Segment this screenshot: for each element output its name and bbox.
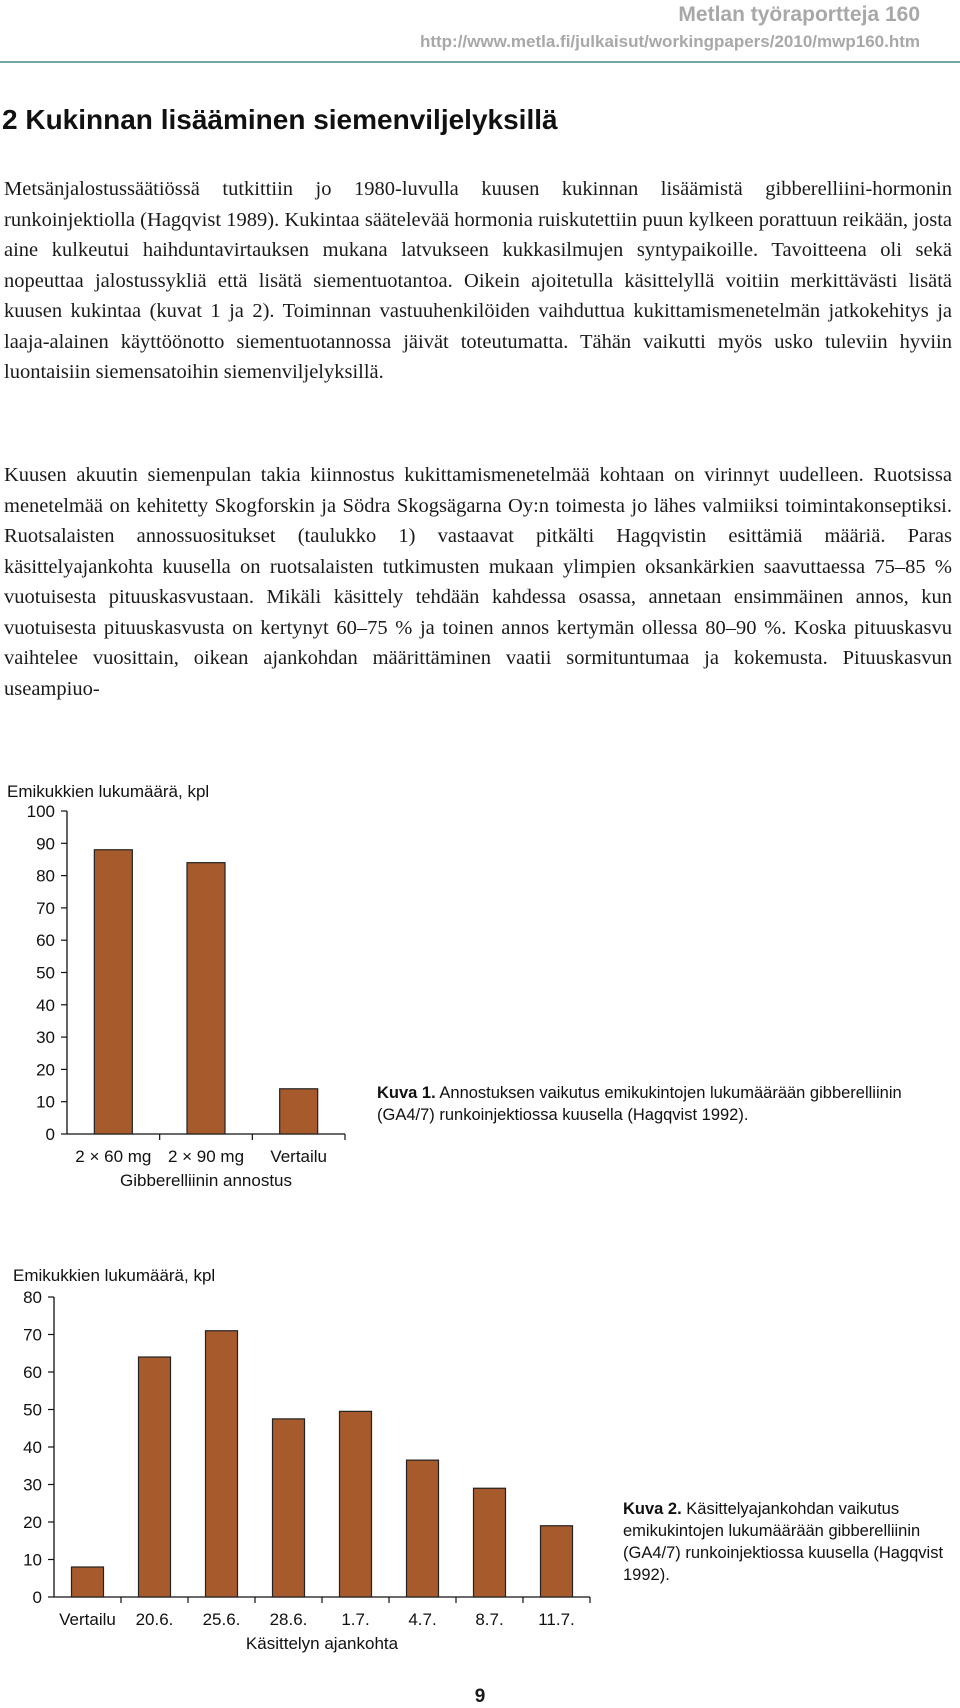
bar [541,1526,573,1597]
y-tick-label: 20 [23,1513,42,1532]
chart-ylabel: Emikukkien lukumäärä, kpl [13,1266,216,1285]
x-tick-label: 8.7. [475,1610,504,1629]
y-tick-label: 0 [32,1588,42,1607]
y-tick-label: 40 [36,995,55,1015]
caption-text: Käsittelyajankohdan vaikutus emikukintojen lukumäärään gibberelliinin (GA4/7) runkoinjektiossa kuusella (Hagqvist 1992). [623,1500,944,1584]
x-tick-label: Vertailu [59,1610,116,1629]
y-tick-label: 60 [23,1363,42,1382]
y-tick-label: 50 [36,963,55,983]
y-tick-label: 20 [36,1060,55,1080]
bar [273,1419,305,1597]
y-tick-label: 100 [26,802,55,821]
y-tick-label: 80 [23,1288,42,1307]
x-tick-label: 11.7. [538,1610,575,1629]
chart-xlabel: Gibberelliinin annostus [120,1171,292,1190]
section-title: 2 Kukinnan lisääminen siemenviljelyksillä [2,104,558,135]
caption-label: Kuva 1. [377,1084,436,1102]
x-tick-label: 20.6. [135,1610,174,1629]
y-tick-label: 70 [36,898,55,918]
series-title: Metlan työraportteja 160 [678,3,920,26]
bar [187,863,225,1134]
x-tick-label: 2 × 90 mg [167,1147,245,1166]
bar [340,1411,372,1597]
x-tick-label: 28.6. [269,1610,308,1629]
x-tick-label: 2 × 60 mg [75,1147,152,1166]
header-url[interactable]: http://www.metla.fi/julkaisut/workingpapers/2010/mwp160.htm [419,32,920,51]
y-tick-label: 10 [36,1092,55,1112]
bar [280,1089,318,1134]
y-tick-label: 50 [23,1400,42,1420]
y-tick-label: 30 [23,1475,42,1495]
x-tick-label: Vertailu [270,1147,328,1166]
caption-label: Kuva 2. [623,1500,682,1518]
y-tick-label: 80 [36,866,55,886]
header-rule [0,61,960,63]
running-header [420,0,920,54]
y-tick-label: 70 [23,1325,42,1345]
paragraph-1: Metsänjalostussäätiössä tutkittiin jo 1980-luvulla kuusen kukinnan lisäämistä gibberelliini-hormonin runkoinjektiolla (Hagqvist 1989). Kukintaa säätelevää hormonia ruiskutettiin puun kylkeen porattuun reikään, josta aine kulkeutui haihduntavirtauksen mukana latvukseen kukkasilmujen syntypaikoille. Tavoitteena oli sekä nopeuttaa jalostussykliä että lisätä siementuotantoa. Oikein ajoitetulla käsittelyllä voitiin merkittävästi lisätä kuusen kukintaa (kuvat 1 ja 2). Toiminnan vastuuhenkilöiden vaihduttua kukittamismenetelmän jatkokehitys ja laaja-alainen käyttöönotto siementuotannossa jäivät toteutumatta. Tähän vaikutti myös usko tuleviin hyviin luontaisiin siemensatoihin siemenviljelyksillä. [4,178,952,383]
figure-1-caption [377,1082,907,1126]
paragraph-2: Kuusen akuutin siemenpulan takia kiinnostus kukittamismenetelmää kohtaan on virinnyt uudelleen. Ruotsissa menetelmää on kehitetty Skogforskin ja Södra Skogsägarna Oy:n toimesta jo lähes valmiiksi toimintakonseptiksi. Ruotsalaisten annossuositukset (taulukko 1) vastaavat pitkälti Hagqvistin esittämiä määriä. Paras käsittelyajankohta kuusella on ruotsalaisten tutkimusten mukaan ylimpien oksankärkien saavuttaessa 75–85 % vuotuisesta pituuskasvustaan. Mikäli käsittely tehdään kahdessa osassa, annetaan ensimmäinen annos, kun vuotuisesta pituuskasvusta on kertynyt 60–75 % ja toinen annos kertymän ollessa 80–90 %. Koska pituuskasvu vaihtelee vuosittain, oikean ajankohdan määrittäminen vaatii sormituntumaa ja kokemusta. Pituuskasvun useampiuo- [4,464,952,700]
caption-text: Annostuksen vaikutus emikukintojen lukumäärään gibberelliinin (GA4/7) runkoinjektiossa kuusella (Hagqvist 1992). [377,1084,902,1124]
x-tick-label: 1.7. [341,1610,370,1629]
y-tick-label: 30 [36,1028,55,1048]
y-tick-label: 60 [36,931,55,951]
bar [139,1357,171,1597]
bar [94,850,132,1134]
bar [72,1567,104,1597]
y-tick-label: 10 [23,1550,42,1570]
figure-2-caption [623,1498,960,1586]
y-tick-label: 40 [23,1438,42,1457]
chart-ylabel: Emikukkien lukumäärä, kpl [7,782,210,801]
bar [407,1460,439,1597]
y-tick-label: 90 [36,834,55,854]
bar [206,1331,238,1597]
chart-xlabel: Käsittelyn ajankohta [245,1634,399,1653]
x-tick-label: 25.6. [202,1610,241,1629]
x-tick-label: 4.7. [408,1610,437,1629]
page-number: 9 [474,1686,486,1707]
y-tick-label: 0 [45,1125,55,1144]
bar [474,1488,506,1597]
